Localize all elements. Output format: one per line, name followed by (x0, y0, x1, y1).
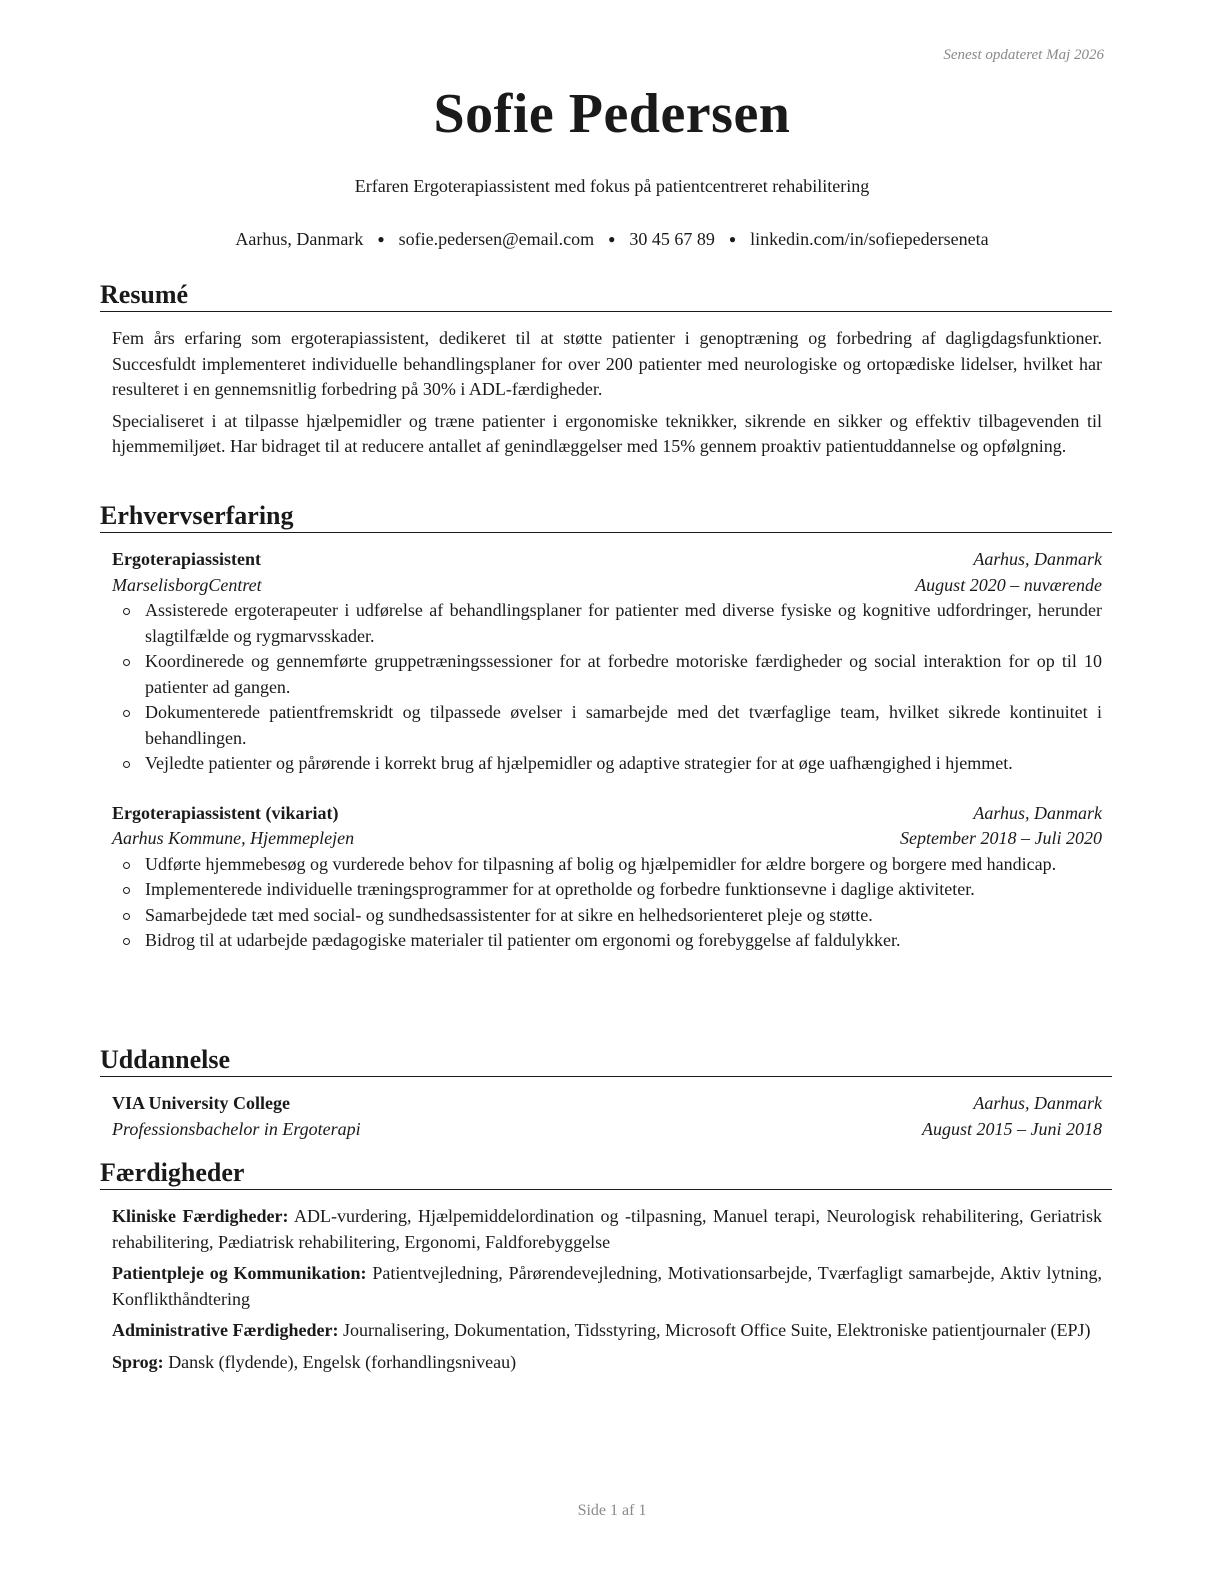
bullet-text: Bidrog til at udarbejde pædagogiske materialer til patienter om ergonomi og forebyggelse af faldulykker. (145, 930, 901, 950)
skills-section (112, 1204, 1102, 1381)
skill-text: Journalisering, Dokumentation, Tidsstyring, Microsoft Office Suite, Elektroniske patientjournaler (EPJ) (342, 1320, 1091, 1340)
summary-section (112, 326, 1102, 466)
candidate-name: Sofie Pedersen (433, 83, 791, 145)
skill-text: Dansk (flydende), Engelsk (forhandlingsniveau) (168, 1351, 517, 1372)
section-title-summary: Resumé (100, 280, 1112, 312)
education-dates: August 2015 – Juni 2018 (922, 1118, 1102, 1139)
skill-group (112, 1318, 1102, 1344)
job-bullets (112, 598, 1102, 777)
contact-line (0, 229, 1224, 250)
separator-dot: ● (728, 232, 737, 246)
separator-dot: ● (608, 232, 616, 246)
job-entry (112, 801, 1102, 954)
contact-email[interactable]: sofie.pedersen@email.com (398, 229, 595, 249)
summary-paragraph: Fem års erfaring som ergoterapiassistent, dedikeret til at støtte patienter i genoptræning og forbedring af dagligdagsfunktioner. Succesfuldt implementeret individuelle behandlingsplaner for over 200 patienter med neurologiske og ortopædiske lidelser, hvilket har resulteret i en gennemsnitlig forbedring på 30% i ADL-færdigheder. (112, 328, 1102, 399)
list-item (112, 928, 1102, 954)
degree: Professionsbachelor in Ergoterapi (112, 1118, 361, 1139)
job-role: Ergoterapiassistent (112, 549, 261, 569)
job-location: Aarhus, Danmark (973, 802, 1102, 823)
bullet-icon (123, 761, 130, 768)
job-dates: August 2020 – nuværende (915, 574, 1102, 595)
bullet-icon (123, 862, 130, 869)
tagline: Erfaren Ergoterapiassistent med fokus på patientcentreret rehabilitering (354, 176, 870, 196)
skill-text: ADL-vurdering, Hjælpemiddelordination og -tilpasning, Manuel terapi, Neurologisk rehabilitering, Geriatrisk rehabilitering, Pædiatrisk rehabilitering, Ergonomi, Faldforebyggelse (112, 1206, 1102, 1252)
last-updated: Senest opdateret Maj 2026 (943, 47, 1104, 63)
bullet-text: Dokumenterede patientfremskridt og tilpassede øvelser i samarbejde med det tværfaglige team, hvilket sikrede kontinuitet i behandlingen. (145, 702, 1102, 748)
bullet-text: Vejledte patienter og pårørende i korrekt brug af hjælpemidler og adaptive strategier for at øge uafhængighed i hjemmet. (145, 753, 1013, 773)
school-location: Aarhus, Danmark (973, 1093, 1102, 1113)
bullet-text: Samarbejdede tæt med social- og sundhedsassistenter for at sikre en helhedsorienteret pleje og støtte. (145, 904, 873, 925)
section-title-experience: Erhvervserfaring (100, 501, 1112, 533)
separator-dot: ● (377, 232, 385, 246)
school-name: VIA University College (112, 1093, 290, 1113)
skill-group (112, 1261, 1102, 1312)
page-number: Side 1 af 1 (577, 1502, 647, 1519)
bullet-text: Udførte hjemmebesøg og vurderede behov for tilpasning af bolig og hjælpemidler for ældre borgere og borgere med handicap. (145, 853, 1057, 874)
list-item (112, 598, 1102, 649)
job-employer: Aarhus Kommune, Hjemmeplejen (112, 828, 355, 848)
job-bullets (112, 852, 1102, 954)
summary-paragraph: Specialiseret i at tilpasse hjælpemidler og træne patienter i ergonomiske teknikker, sikrende en sikker og effektiv tilbagevenden til hjemmemiljøet. Har bidraget til at reducere antallet af genindlæggelser med 15% gennem proaktiv patientuddannelse og opfølgning. (112, 410, 1102, 456)
list-item (112, 751, 1102, 777)
skill-label: Sprog: (112, 1351, 164, 1372)
bullet-text: Implementerede individuelle træningsprogrammer for at opretholde og forbedre funktionsevne i daglige aktiviteter. (145, 879, 975, 899)
bullet-text: Assisterede ergoterapeuter i udførelse af behandlingsplaner for patienter med diverse fysiske og kognitive udfordringer, herunder slagtilfælde og rygmarvsskader. (145, 600, 1102, 646)
contact-linkedin[interactable]: linkedin.com/in/sofiepederseneta (750, 229, 989, 249)
job-entry (112, 547, 1102, 777)
list-item (112, 877, 1102, 903)
contact-phone: 30 45 67 89 (629, 229, 715, 249)
bullet-icon (123, 913, 130, 920)
section-title-education: Uddannelse (100, 1045, 1112, 1077)
skill-label: Administrative Færdigheder: (112, 1320, 339, 1340)
list-item (112, 649, 1102, 700)
skill-group (112, 1350, 1102, 1376)
skill-label: Patientpleje og Kommunikation: (112, 1263, 367, 1283)
bullet-text: Koordinerede og gennemførte gruppetræningssessioner for at forbedre motoriske færdigheder og social interaktion for op til 10 patienter ad gangen. (145, 651, 1102, 697)
skill-group (112, 1204, 1102, 1255)
bullet-icon (123, 938, 130, 945)
bullet-icon (123, 887, 130, 894)
list-item (112, 903, 1102, 929)
section-title-skills: Færdigheder (100, 1158, 1112, 1190)
job-location: Aarhus, Danmark (973, 549, 1102, 569)
list-item (112, 852, 1102, 878)
contact-location: Aarhus, Danmark (235, 229, 364, 249)
education-section (112, 1091, 1102, 1142)
bullet-icon (123, 710, 130, 717)
skill-text: Patientvejledning, Pårørendevejledning, Motivationsarbejde, Tværfagligt samarbejde, Aktiv lytning, Konflikthåndtering (112, 1263, 1102, 1309)
list-item (112, 700, 1102, 751)
bullet-icon (123, 608, 130, 615)
job-dates: September 2018 – Juli 2020 (900, 828, 1102, 848)
skill-label: Kliniske Færdigheder: (112, 1206, 289, 1226)
experience-section (112, 547, 1102, 954)
job-employer: MarselisborgCentret (112, 574, 262, 595)
bullet-icon (123, 659, 130, 666)
job-role: Ergoterapiassistent (vikariat) (112, 802, 339, 823)
